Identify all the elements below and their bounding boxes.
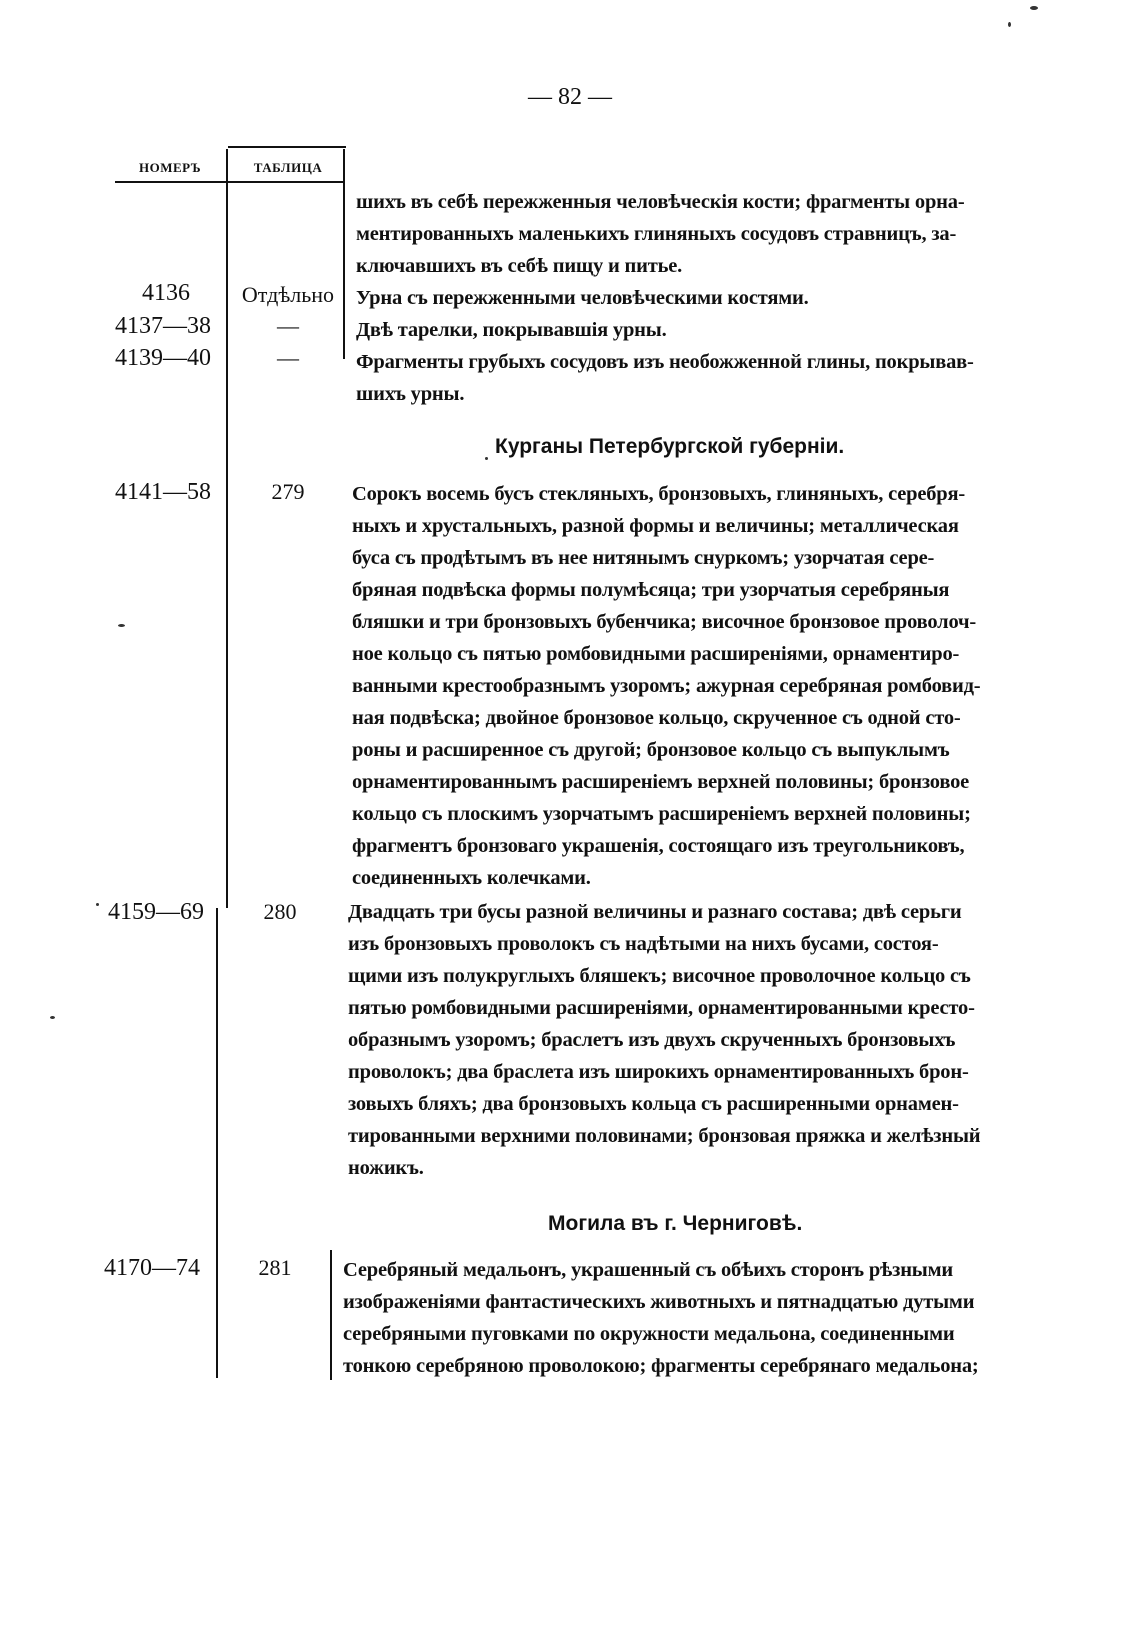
entry-table: 280 [263, 899, 297, 924]
text-line: бляшки и три бронзовыхъ бубенчика; височное бронзовое проволоч- [352, 611, 976, 633]
entry-number: 4159—69 [108, 899, 204, 925]
entry-table: — [277, 345, 299, 370]
entry-table: Отдѣльно [241, 282, 335, 307]
text-line: ментированныхъ маленькихъ глиняныхъ сосудовъ стравницъ, за- [356, 223, 957, 245]
text-line: фрагментъ бронзоваго украшенія, состоящаго изъ треугольниковъ, [352, 835, 965, 857]
text-line: соединенныхъ колечками. [352, 867, 591, 889]
text-line: Двѣ тарелки, покрывавшія урны. [356, 319, 667, 341]
header-bottom-rule [115, 181, 343, 183]
entry-table: 281 [258, 1255, 292, 1280]
text-line: образнымъ узоромъ; браслетъ изъ двухъ скрученныхъ бронзовыхъ [348, 1029, 956, 1051]
entry-number: 4139—40 [115, 345, 211, 371]
text-line: шихъ въ себѣ пережженныя человѣческія кости; фрагменты орна- [356, 191, 965, 213]
text-line: орнаментированнымъ расширеніемъ верхней половины; бронзовое [352, 771, 970, 793]
text-line: зовыхъ бляхъ; два бронзовыхъ кольца съ расширенными орнамен- [348, 1093, 959, 1115]
scan-speck [50, 1016, 55, 1019]
table-column-divider [343, 149, 345, 359]
entry-number: 4137—38 [115, 313, 211, 339]
scan-speck [1008, 22, 1011, 27]
scan-speck [485, 457, 488, 460]
entry-table: — [277, 313, 299, 338]
text-line: Двадцать три бусы разной величины и разнаго состава; двѣ серьги [348, 901, 962, 923]
page-number: — 82 — [528, 84, 612, 110]
scan-speck [1030, 6, 1038, 10]
text-line: бряная подвѣска формы полумѣсяца; три узорчатыя серебряныя [352, 579, 950, 601]
text-line: ная подвѣска; двойное бронзовое кольцо, скрученное съ одной сто- [352, 707, 961, 729]
text-line: тированными верхними половинами; бронзовая пряжка и желѣзный [348, 1125, 981, 1147]
entry-number: 4141—58 [115, 479, 211, 505]
text-line: изъ бронзовыхъ проволокъ съ надѣтыми на нихъ бусами, состоя- [348, 933, 939, 955]
text-line: Серебряный медальонъ, украшенный съ обѣихъ сторонъ рѣзными [343, 1259, 953, 1281]
number-column-divider [226, 149, 228, 908]
text-line: роны и расширенное съ другой; бронзовое кольцо съ выпуклымъ [352, 739, 950, 761]
text-line: щими изъ полукруглыхъ бляшекъ; височное проволочное кольцо съ [348, 965, 971, 987]
scan-speck [96, 903, 99, 906]
text-line: кольцо съ плоскимъ узорчатымъ расширеніемъ верхней половины; [352, 803, 971, 825]
text-line: тонкою серебряною проволокою; фрагменты серебрянаго медальона; [343, 1355, 979, 1377]
text-line: Урна съ пережженными человѣческими костями. [356, 287, 809, 309]
text-line: пятью ромбовидными расширеніями, орнаментированными кресто- [348, 997, 975, 1019]
header-top-rule [228, 146, 346, 148]
section-title: Могила въ г. Черниговѣ. [548, 1212, 803, 1235]
section-title: Курганы Петербургской губерніи. [495, 435, 845, 458]
scan-speck [118, 624, 125, 627]
number-column-divider-lower [216, 908, 218, 1378]
header-table: ТАБЛИЦА [253, 160, 323, 175]
text-line: ныхъ и хрустальныхъ, разной формы и величины; металлическая [352, 515, 959, 537]
entry-number: 4136 [142, 280, 190, 306]
text-line: Сорокъ восемь бусъ стекляныхъ, бронзовыхъ, глиняныхъ, серебря- [352, 483, 965, 505]
text-line: ванными крестообразнымъ узоромъ; ажурная серебряная ромбовид- [352, 675, 981, 697]
text-line: проволокъ; два браслета изъ широкихъ орнаментированныхъ брон- [348, 1061, 969, 1083]
entry-number: 4170—74 [104, 1255, 200, 1281]
text-line: буса съ продѣтымъ въ нее нитянымъ снуркомъ; узорчатая сере- [352, 547, 935, 569]
table-column-divider-lower [330, 1250, 332, 1380]
text-line: Фрагменты грубыхъ сосудовъ изъ необожженной глины, покрывав- [356, 351, 974, 373]
text-line: ное кольцо съ пятью ромбовидными расширеніями, орнаментиро- [352, 643, 960, 665]
header-number: НОМЕРЪ [138, 160, 202, 175]
text-line: шихъ урны. [356, 383, 465, 405]
entry-table: 279 [271, 479, 305, 504]
text-line: ножикъ. [348, 1157, 424, 1179]
text-line: изображеніями фантастическихъ животныхъ и пятнадцатью дутыми [343, 1291, 975, 1313]
text-line: ключавшихъ въ себѣ пищу и питье. [356, 255, 683, 277]
text-line: серебряными пуговками по окружности медальона, соединенными [343, 1323, 955, 1345]
